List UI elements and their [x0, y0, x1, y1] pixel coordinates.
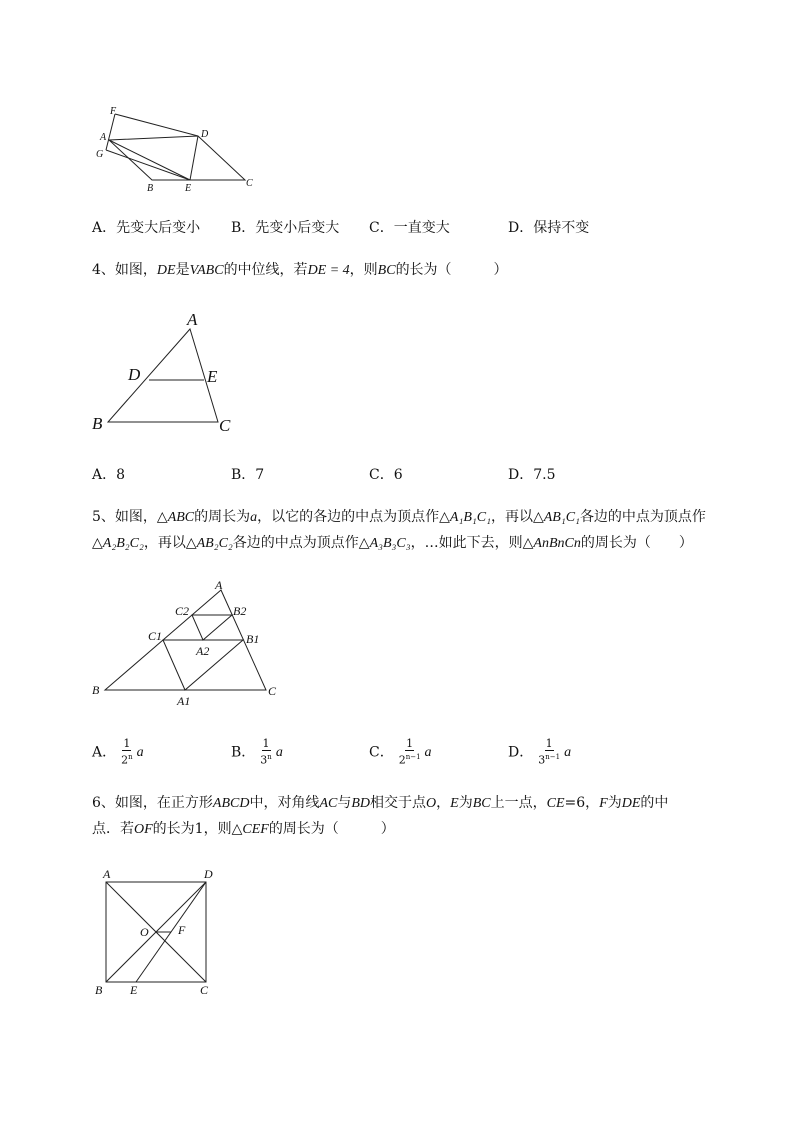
- segment-ge: [106, 150, 190, 180]
- label-d: D: [128, 365, 141, 384]
- label-e: E: [130, 983, 138, 997]
- nested-triangles-figure: [88, 575, 288, 710]
- square-figure: [90, 860, 230, 1005]
- label-g: G: [96, 149, 104, 160]
- label-b: B: [147, 183, 154, 194]
- q5-stem-line1: 5、如图，△ABC的周长为a，以它的各边的中点为顶点作△A₁B₁C₁，再以△AB₁C₁各边的中点为顶点作: [92, 509, 706, 525]
- q6-stem-line2: 点．若OF的长为1，则△CEF的周长为（ ）: [92, 821, 395, 837]
- label-a: A: [187, 310, 198, 329]
- triangle-abc: [108, 329, 218, 422]
- q5-option-b[interactable]: B． $\frac{1}{3^n}$ a: [231, 737, 283, 767]
- segment-ad: [109, 140, 190, 180]
- label-b: B: [92, 683, 100, 697]
- q3-option-c[interactable]: C．一直变大: [369, 220, 450, 236]
- label-f: F: [178, 923, 186, 937]
- label-c: C: [219, 416, 231, 435]
- label-b2: B2: [233, 604, 247, 618]
- label-e: E: [185, 183, 192, 194]
- label-b: B: [92, 414, 103, 433]
- q4-option-a[interactable]: A．8: [92, 467, 126, 483]
- q5-stem-line2: △A₂B₂C₂，再以△AB₂C₂各边的中点为顶点作△A₃B₃C₃，…如此下去，则△AnBnCn的周长为（ ）: [92, 535, 693, 551]
- label-a1: A1: [177, 694, 191, 708]
- parallelogram-figure: [90, 100, 265, 195]
- label-d: D: [201, 129, 209, 140]
- label-c2: C2: [175, 604, 190, 618]
- q3-option-a[interactable]: A．先变大后变小: [92, 220, 201, 236]
- label-c1: C1: [148, 629, 163, 643]
- label-a2: A2: [196, 644, 210, 658]
- label-a: A: [215, 578, 223, 592]
- q6-stem-line1: 6、如图，在正方形ABCD中，对角线AC与BD相交于点O，E为BC上一点，CE=6，F为DE的中: [92, 795, 669, 811]
- label-a: A: [100, 132, 107, 143]
- q5-option-d[interactable]: D． $\frac{1}{3^{n-1}}$ a: [508, 737, 572, 767]
- triangle-a2b2c2: [192, 615, 232, 640]
- label-b: B: [95, 983, 103, 997]
- label-o: O: [140, 925, 149, 939]
- label-c: C: [200, 983, 209, 997]
- label-c: C: [246, 178, 253, 189]
- q4-stem: 4、如图，DE是VABC的中位线，若DE = 4，则BC的长为（ ）: [92, 262, 508, 278]
- q4-option-b[interactable]: B．7: [231, 467, 265, 483]
- label-b1: B1: [246, 632, 260, 646]
- triangle-midline-figure: [88, 305, 243, 440]
- label-c: C: [268, 684, 277, 698]
- q5-option-c[interactable]: C． $\frac{1}{2^{n-1}}$ a: [369, 737, 432, 767]
- q5-option-a[interactable]: A． $\frac{1}{2^n}$ a: [92, 737, 144, 767]
- label-a: A: [103, 867, 111, 881]
- label-f: F: [110, 106, 117, 117]
- q4-option-d[interactable]: D．7.5: [508, 467, 556, 483]
- segment-de: [190, 136, 198, 180]
- q3-option-d[interactable]: D．保持不变: [508, 220, 590, 236]
- label-e: E: [207, 367, 218, 386]
- label-d: D: [204, 867, 213, 881]
- q4-option-c[interactable]: C．6: [369, 467, 403, 483]
- segment-fd: [115, 114, 198, 136]
- q3-option-b[interactable]: B．先变小后变大: [231, 220, 340, 236]
